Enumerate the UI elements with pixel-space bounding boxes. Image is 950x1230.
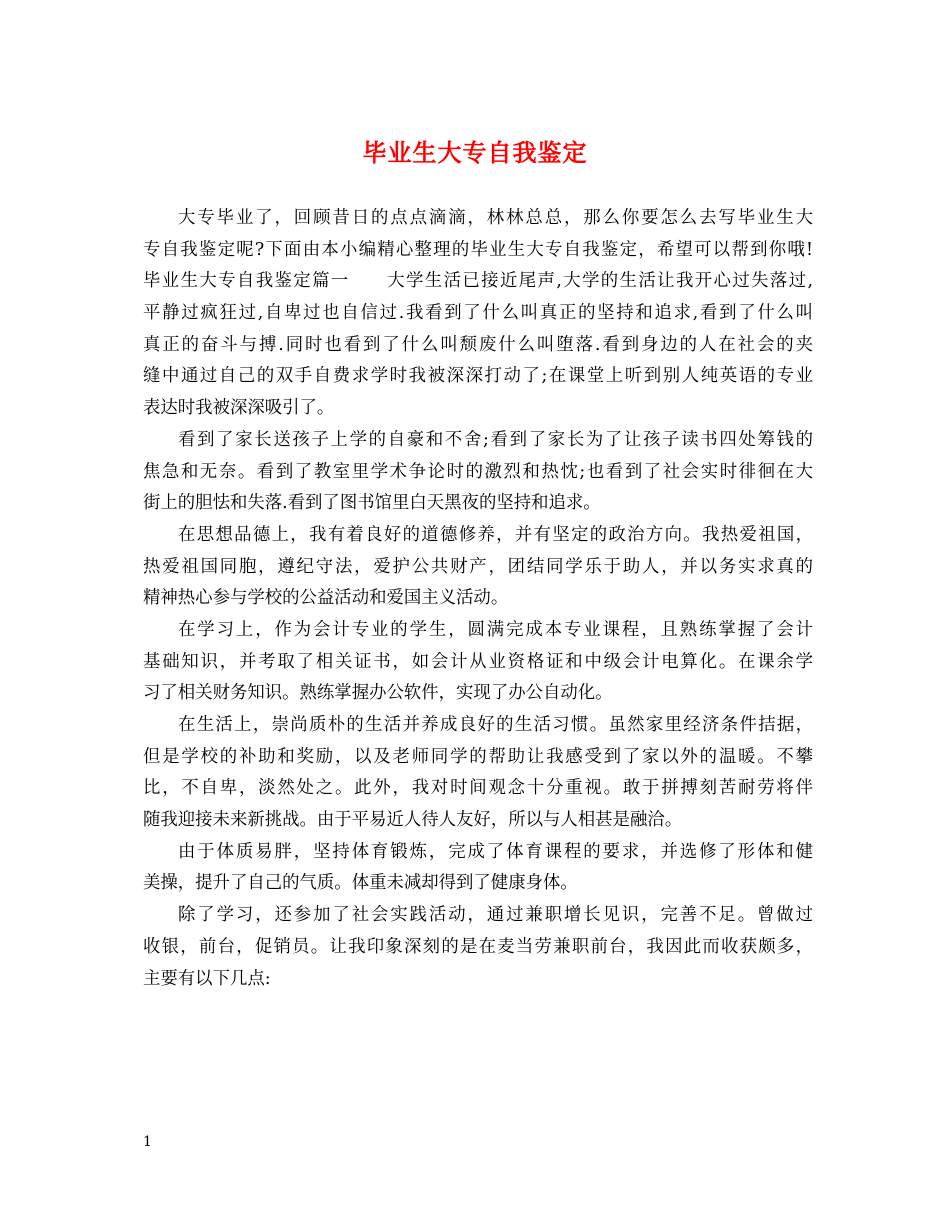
page-number: 1 [143, 1134, 152, 1150]
text-line: 大专毕业了，回顾昔日的点点滴滴，林林总总，那么你要怎么去写毕业生大 [178, 208, 813, 228]
text-line: 基础知识，并考取了相关证书，如会计从业资格证和中级会计电算化。在课余学 [143, 651, 813, 672]
text-line: 美操，提升了自己的气质。体重未减却得到了健康身体。 [143, 873, 578, 894]
text-line: 专自我鉴定呢?下面由本小编精心整理的毕业生大专自我鉴定，希望可以帮到你哦! [143, 239, 813, 260]
text-line: 比，不自卑，淡然处之。此外，我对时间观念十分重视。敢于拼搏刻苦耐劳将伴 [143, 778, 813, 799]
text-line: 习了相关财务知识。熟练掌握办公软件，实现了办公自动化。 [143, 683, 613, 704]
text-line: 看到了家长送孩子上学的自豪和不舍;看到了家长为了让孩子读书四处筹钱的 [178, 429, 813, 450]
text-line: 毕业生大专自我鉴定篇一 大学生活已接近尾声,大学的生活让我开心过失落过, [143, 271, 813, 292]
text-line: 街上的胆怯和失落.看到了图书馆里白天黑夜的坚持和追求。 [143, 493, 601, 514]
text-line: 精神热心参与学校的公益活动和爱国主义活动。 [143, 588, 509, 609]
text-line: 主要有以下几点: [143, 968, 271, 989]
text-line: 由于体质易胖，坚持体育锻炼，完成了体育课程的要求，并选修了形体和健 [178, 841, 813, 862]
text-line: 真正的奋斗与搏.同时也看到了什么叫颓废什么叫堕落.看到身边的人在社会的夹 [143, 334, 813, 355]
text-line: 在生活上，崇尚质朴的生活并养成良好的生活习惯。虽然家里经济条件拮据， [178, 715, 813, 735]
text-line: 缝中通过自己的双手自费求学时我被深深打动了;在课堂上听到别人纯英语的专业 [143, 366, 813, 387]
text-line: 除了学习，还参加了社会实践活动，通过兼职增长见识，完善不足。曾做过 [178, 905, 813, 926]
text-line: 随我迎接未来新挑战。由于平易近人待人友好，所以与人相甚是融洽。 [143, 810, 683, 831]
text-line: 在思想品德上，我有着良好的道德修养，并有坚定的政治方向。我热爱祖国， [178, 524, 813, 545]
text-line: 平静过疯狂过,自卑过也自信过.我看到了什么叫真正的坚持和追求,看到了什么叫 [143, 303, 813, 324]
document-body [143, 203, 813, 995]
text-line: 但是学校的补助和奖励，以及老师同学的帮助让我感受到了家以外的温暖。不攀 [143, 746, 813, 767]
text-line: 焦急和无奈。看到了教室里学术争论时的激烈和热忱;也看到了社会实时徘徊在大 [143, 461, 813, 482]
document-title: 毕业生大专自我鉴定 [362, 138, 588, 167]
text-line: 热爱祖国同胞，遵纪守法，爱护公共财产，团结同学乐于助人，并以务实求真的 [143, 556, 813, 577]
text-line: 在学习上，作为会计专业的学生，圆满完成本专业课程，且熟练掌握了会计 [178, 619, 813, 640]
text-line: 表达时我被深深吸引了。 [143, 398, 335, 419]
text-line: 收银，前台，促销员。让我印象深刻的是在麦当劳兼职前台，我因此而收获颇多， [143, 936, 813, 957]
